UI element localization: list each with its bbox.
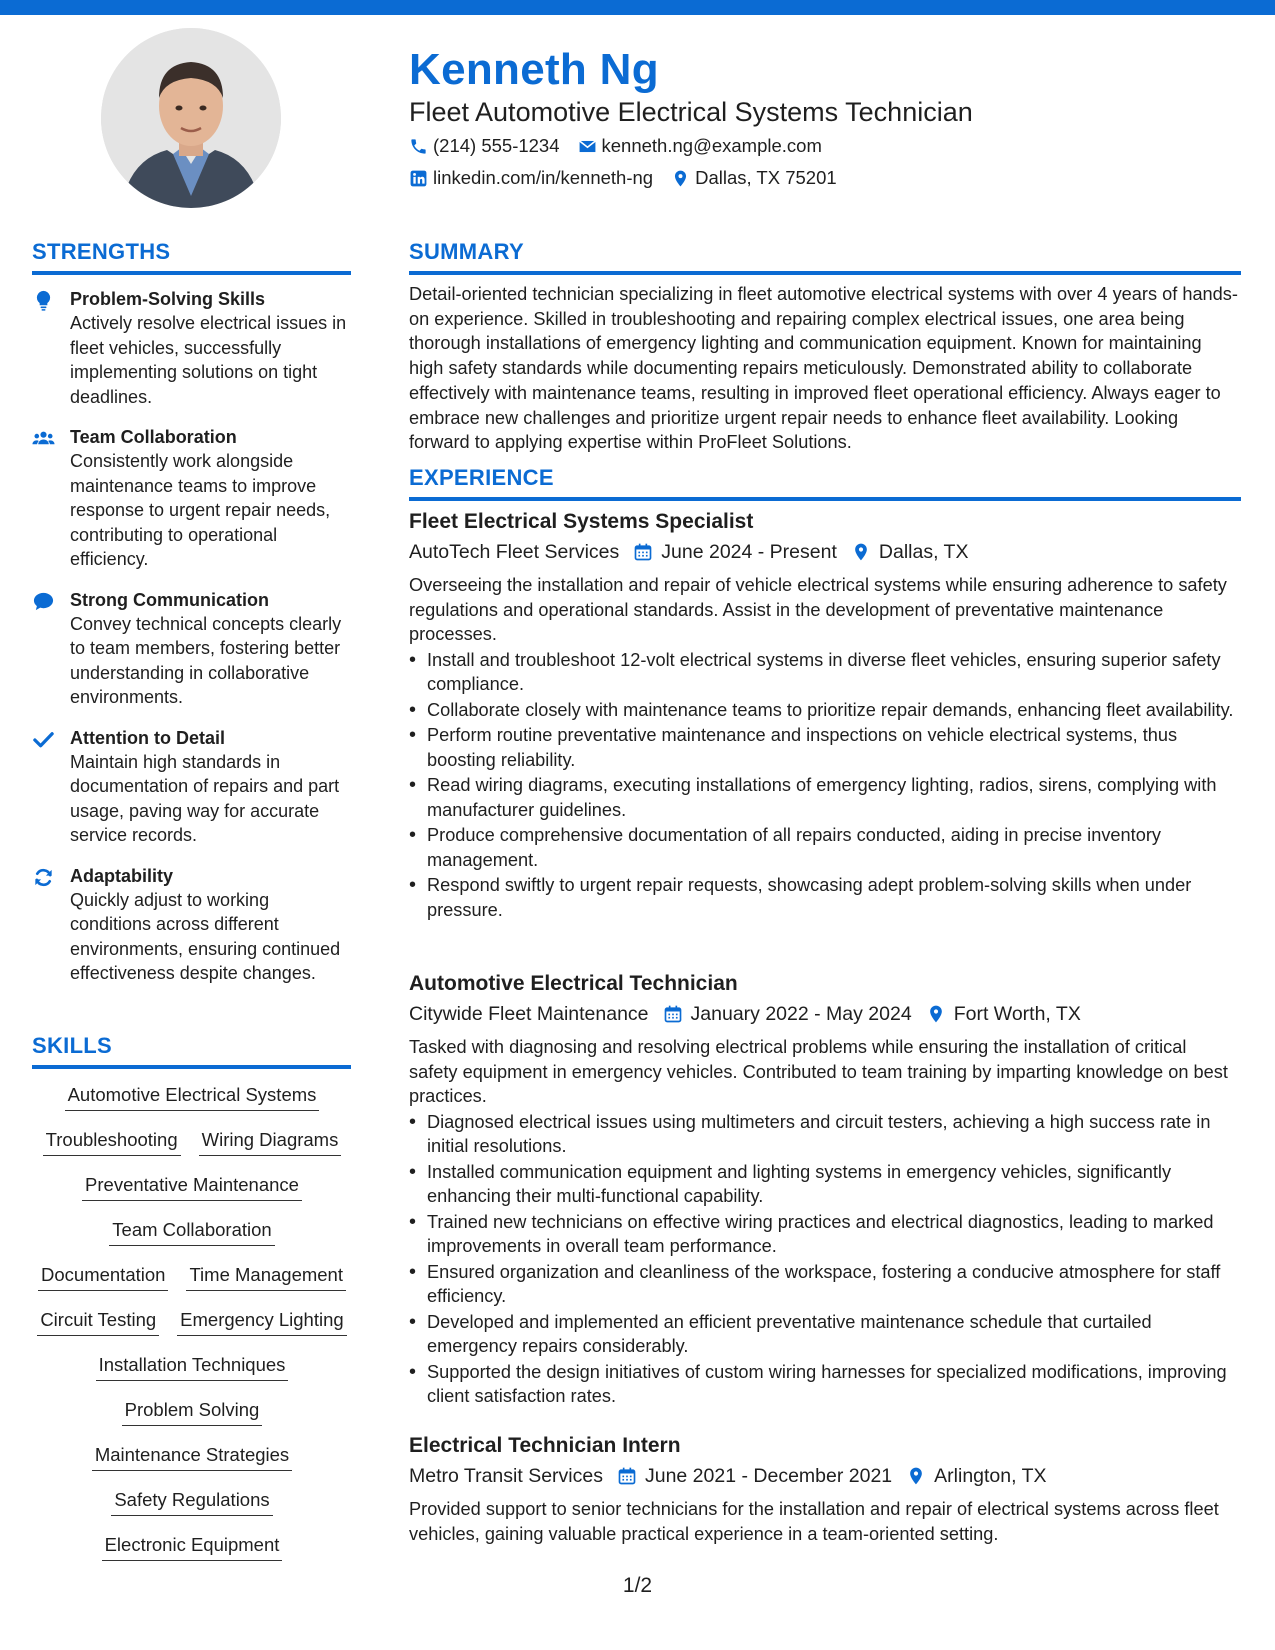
lightbulb-icon: [32, 289, 55, 312]
job-entry: [409, 508, 1239, 922]
job-company: Citywide Fleet Maintenance: [409, 1003, 649, 1025]
job-meta: [409, 1462, 1239, 1490]
job-location: Arlington, TX: [934, 1465, 1047, 1487]
strength-desc: Actively resolve electrical issues in fleet vehicles, successfully implementing solutions on tight deadlines.: [70, 313, 347, 407]
job-company: Metro Transit Services: [409, 1465, 603, 1487]
calendar-icon: [633, 542, 653, 562]
job-meta: [409, 538, 1239, 566]
job-location: Fort Worth, TX: [953, 1003, 1081, 1025]
checkmark-icon: [32, 728, 55, 751]
strength-title: Attention to Detail: [70, 727, 225, 748]
bullet-item: • Ensured organization and cleanliness of the workspace, fostering a conducive atmosphere for staff efficiency.: [409, 1260, 1239, 1309]
job-title: Fleet Electrical Systems Specialist: [409, 510, 754, 533]
envelope-icon: [578, 137, 597, 156]
bullet-item: • Read wiring diagrams, executing installations of emergency lighting, radios, sirens, complying with manufacturer guidelines.: [409, 773, 1239, 822]
strengths-heading: STRENGTHS: [32, 238, 351, 275]
strength-item: [32, 287, 352, 409]
job-description: Provided support to senior technicians for the installation and repair of electrical systems across fleet vehicles, gaining valuable practical experience in a team-oriented setting.: [409, 1499, 1219, 1544]
bullet-item: • Supported the design initiatives of custom wiring harnesses for specialized modifications, improving client satisfaction rates.: [409, 1360, 1239, 1409]
map-pin-icon: [671, 169, 690, 188]
experience-heading: EXPERIENCE: [409, 464, 1241, 501]
job-description: Tasked with diagnosing and resolving electrical problems while ensuring the installation of critical safety equipment in emergency vehicles. Contributed to team training by imparting knowledge on best practices.: [409, 1037, 1228, 1106]
contact-email[interactable]: [578, 134, 822, 158]
linkedin-icon: [409, 169, 428, 188]
skill-tag: Wiring Diagrams: [199, 1128, 342, 1156]
contact-linkedin[interactable]: [409, 166, 653, 190]
phone-text: (214) 555-1234: [433, 135, 560, 156]
contact-phone[interactable]: [409, 134, 560, 158]
bullet-item: • Collaborate closely with maintenance teams to prioritize repair demands, enhancing fleet availability.: [409, 698, 1239, 723]
job-title: Automotive Electrical Technician: [409, 972, 738, 995]
job-title: Electrical Technician Intern: [409, 1434, 681, 1457]
skill-tag: Installation Techniques: [96, 1353, 289, 1381]
strength-item: [32, 425, 352, 572]
bullet-item: • Respond swiftly to urgent repair requests, showcasing adept problem-solving skills when under pressure.: [409, 873, 1239, 922]
bullet-item: • Trained new technicians on effective wiring practices and electrical diagnostics, leading to marked improvements in overall team performance.: [409, 1210, 1239, 1259]
skill-tag: Electronic Equipment: [102, 1533, 283, 1561]
job-bullets: [409, 1110, 1239, 1409]
strengths-list: [32, 287, 352, 1002]
refresh-icon: [32, 866, 55, 889]
strength-desc: Maintain high standards in documentation of repairs and part usage, paving way for accurate service records.: [70, 751, 340, 845]
contact-row-2: [409, 166, 837, 190]
skill-tag: Emergency Lighting: [177, 1308, 347, 1336]
job-dates: June 2021 - December 2021: [644, 1465, 893, 1487]
profile-photo: [101, 28, 281, 208]
skill-tag: Documentation: [38, 1263, 168, 1291]
strength-title: Team Collaboration: [70, 427, 237, 447]
job-meta: [409, 1000, 1239, 1028]
bullet-item: • Produce comprehensive documentation of all repairs conducted, aiding in precise inventory management.: [409, 823, 1239, 872]
candidate-role: Fleet Automotive Electrical Systems Technician: [409, 97, 973, 127]
skill-tag: Automotive Electrical Systems: [65, 1083, 320, 1111]
strength-title: Problem-Solving Skills: [70, 289, 266, 309]
strength-desc: Quickly adjust to working conditions across different environments, ensuring continued effectiveness despite changes.: [70, 889, 341, 983]
skill-tag: Maintenance Strategies: [92, 1443, 292, 1471]
bullet-item: • Developed and implemented an efficient preventative maintenance schedule that curtailed emergency repairs considerably.: [409, 1310, 1239, 1359]
strength-item: [32, 864, 352, 986]
skill-tag: Circuit Testing: [37, 1308, 159, 1336]
speech-bubble-icon: [32, 590, 55, 613]
strength-item: [32, 588, 352, 710]
job-location: Dallas, TX: [878, 541, 969, 563]
page-number: 1/2: [622, 1574, 653, 1597]
skill-tag: Time Management: [186, 1263, 346, 1291]
job-entry: [409, 1432, 1239, 1546]
calendar-icon: [617, 1466, 637, 1486]
skills-list: [32, 1083, 352, 1578]
job-entry: [409, 970, 1239, 1409]
map-pin-icon: [906, 1466, 926, 1486]
bullet-item: • Install and troubleshoot 12-volt electrical systems in diverse fleet vehicles, ensuring superior safety compliance.: [409, 648, 1239, 697]
bullet-item: • Installed communication equipment and lighting systems in emergency vehicles, significantly enhancing their multi-functional capability.: [409, 1160, 1239, 1209]
bullet-item: • Perform routine preventative maintenance and inspections on vehicle electrical systems, thus boosting reliability.: [409, 723, 1239, 772]
phone-icon: [409, 137, 428, 156]
skill-tag: Team Collaboration: [109, 1218, 274, 1246]
bullet-item: • Diagnosed electrical issues using multimeters and circuit testers, achieving a high success rate in initial resolutions.: [409, 1110, 1239, 1159]
top-accent-bar: [0, 0, 1275, 15]
calendar-icon: [663, 1004, 683, 1024]
map-pin-icon: [851, 542, 871, 562]
summary-heading: SUMMARY: [409, 238, 1241, 275]
strength-desc: Consistently work alongside maintenance teams to improve response to urgent repair needs, contributing to operational efficiency.: [70, 451, 331, 569]
strength-title: Strong Communication: [70, 589, 269, 610]
skills-heading: SKILLS: [32, 1032, 351, 1069]
strength-desc: Convey technical concepts clearly to team members, fostering better understanding in collaborative environments.: [70, 613, 342, 707]
strength-item: [32, 726, 352, 848]
job-company: AutoTech Fleet Services: [409, 541, 620, 563]
contact-location: [671, 166, 837, 190]
location-text: Dallas, TX 75201: [695, 167, 837, 188]
contact-row-1: [409, 134, 822, 158]
skill-tag: Troubleshooting: [43, 1128, 181, 1156]
job-dates: January 2022 - May 2024: [690, 1003, 912, 1025]
job-bullets: [409, 648, 1239, 923]
job-description: Overseeing the installation and repair of vehicle electrical systems while ensuring adherence to safety regulations and operational standards. Assist in the development of preventative maintenance processes.: [409, 575, 1227, 644]
candidate-name: Kenneth Ng: [409, 45, 659, 94]
linkedin-text: linkedin.com/in/kenneth-ng: [433, 167, 654, 188]
map-pin-icon: [926, 1004, 946, 1024]
skill-tag: Problem Solving: [122, 1398, 263, 1426]
summary-text: Detail-oriented technician specializing in fleet automotive electrical systems with over 4 years of hands-on experience. Skilled in troubleshooting and repairing complex electrical issues, one area being thorough installations of emergency lighting and communication equipment. Known for maintaining high safety standards while documenting repairs meticulously. Demonstrated ability to collaborate effectively with maintenance teams, resulting in improved fleet operational efficiency. Always eager to embrace new challenges and prioritize urgent repair needs to enhance fleet availability. Looking forward to applying expertise within ProFleet Solutions.: [409, 284, 1238, 453]
skill-tag: Preventative Maintenance: [82, 1173, 302, 1201]
strength-title: Adaptability: [70, 865, 174, 886]
email-text: kenneth.ng@example.com: [601, 135, 822, 156]
users-icon: [32, 427, 55, 450]
job-dates: June 2024 - Present: [661, 541, 837, 563]
skill-tag: Safety Regulations: [111, 1488, 272, 1516]
